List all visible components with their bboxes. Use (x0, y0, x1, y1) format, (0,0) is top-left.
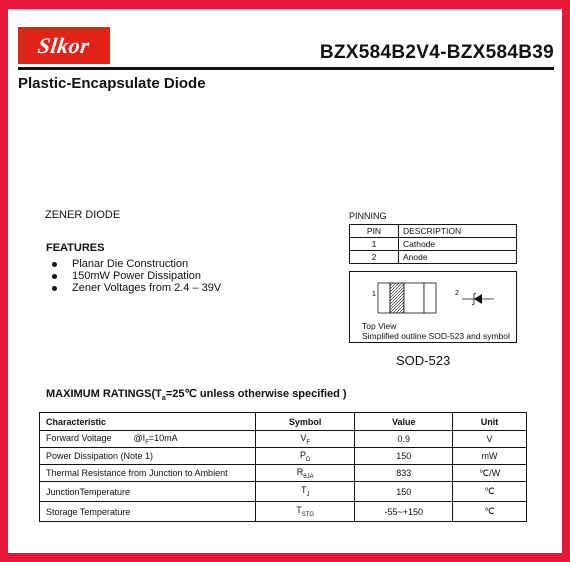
characteristic-cell: Power Dissipation (Note 1) (40, 448, 256, 465)
table-row (40, 482, 527, 502)
bullet-icon (52, 262, 57, 267)
pin-number: 1 (350, 238, 399, 251)
header-rule (18, 67, 554, 70)
bullet-icon (52, 274, 57, 279)
pin-description: Cathode (399, 238, 517, 251)
logo-text: Slkor (36, 32, 92, 58)
characteristic-cell: JunctionTemperature (40, 482, 256, 502)
table-header-row (40, 413, 527, 431)
symbol-cell: $T_{STG}$ (255, 502, 354, 522)
max-ratings-table (39, 412, 527, 522)
package-outline (349, 271, 517, 343)
outline-caption: Top View Simplified outline SOD-523 and symbol (362, 321, 510, 341)
features-list (52, 258, 221, 294)
characteristic-cell: Thermal Resistance from Junction to Ambient (40, 465, 256, 482)
value-cell: -55~+150 (355, 502, 453, 522)
ratings-heading: MAXIMUM $RATINGS(T_a=25℃$ unless otherwise specified ) (46, 388, 347, 403)
cathode-terminal (378, 283, 390, 313)
list-item: Planar Die Construction (52, 258, 221, 270)
value-cell: 150 (355, 482, 453, 502)
symbol-column-header: Symbol (255, 413, 354, 431)
package-label: SOD-523 (396, 353, 451, 368)
pin-description: Anode (399, 251, 517, 264)
characteristic-cell: Forward Voltage $@I_F=10mA$ (40, 431, 256, 448)
zener-diode-symbol-icon (462, 293, 494, 305)
anode-terminal (424, 283, 436, 313)
diode-body (404, 283, 424, 313)
value-column-header: Value (355, 413, 453, 431)
page-subtitle: Plastic-Encapsulate Diode (18, 75, 206, 92)
table-row (40, 465, 527, 482)
table-row (40, 448, 527, 465)
value-cell: 833 (355, 465, 453, 482)
symbol-cell: $P_D$ (255, 448, 354, 465)
list-item: Zener Voltages from 2.4 – 39V (52, 282, 221, 294)
pin1-label: 1 (372, 291, 376, 298)
cathode-band (390, 283, 404, 313)
datasheet-page (8, 9, 562, 553)
pinning-table (349, 224, 517, 264)
characteristic-column-header: Characteristic (40, 413, 256, 431)
slkor-logo (18, 27, 110, 64)
table-row (40, 502, 527, 522)
value-cell: 0.9 (355, 431, 453, 448)
unit-cell: mW (453, 448, 527, 465)
pin2-label: 2 (455, 290, 459, 297)
unit-column-header: Unit (453, 413, 527, 431)
pinning-heading: PINNING (349, 211, 387, 221)
table-row (350, 238, 517, 251)
symbol-cell: $V_F$ (255, 431, 354, 448)
value-cell: 150 (355, 448, 453, 465)
bullet-icon (52, 286, 57, 291)
part-number-title: BZX584B2V4-BZX584B39 (319, 42, 554, 63)
table-row (350, 225, 517, 238)
unit-cell: ℃/W (453, 465, 527, 482)
characteristic-cell: Storage Temperature (40, 502, 256, 522)
unit-cell: ℃ (453, 482, 527, 502)
unit-cell: V (453, 431, 527, 448)
pin-column-header: PIN (350, 225, 399, 238)
description-column-header: DESCRIPTION (399, 225, 517, 238)
table-row (350, 251, 517, 264)
unit-cell: ℃ (453, 502, 527, 522)
test-condition: $@I_F=10mA$ (133, 432, 178, 446)
list-item: 150mW Power Dissipation (52, 270, 221, 282)
table-row (40, 431, 527, 448)
symbol-cell: $R_{\theta JA}$ (255, 465, 354, 482)
device-type: ZENER DIODE (45, 209, 121, 221)
symbol-cell: $T_J$ (255, 482, 354, 502)
sod523-outline-drawing (350, 272, 516, 320)
pin-number: 2 (350, 251, 399, 264)
features-heading: FEATURES (46, 242, 105, 254)
